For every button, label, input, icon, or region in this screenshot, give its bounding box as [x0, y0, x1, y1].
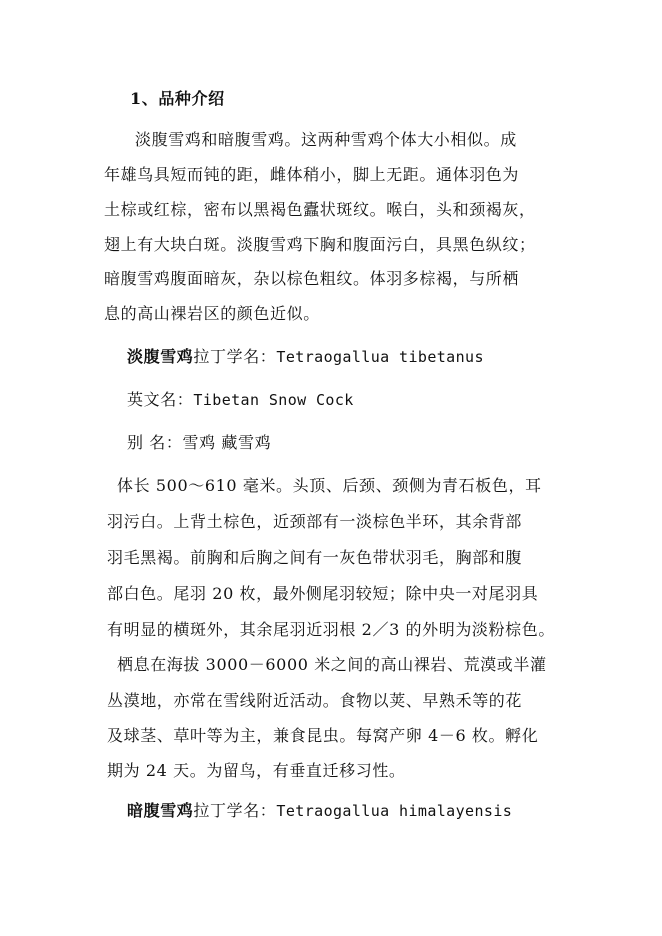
species1-desc-line: 期为 24 天。为留鸟，有垂直迁移习性。: [107, 761, 406, 780]
species1-alias-row: [127, 432, 271, 454]
species1-english-label: 英文名：: [127, 390, 194, 409]
species1-english-name: Tibetan Snow Cock: [193, 391, 354, 409]
species1-desc-line: 栖息在海拔 3000－6000 米之间的高山裸岩、荒漠或半灌: [117, 655, 547, 674]
intro-line: 暗腹雪鸡腹面暗灰，杂以棕色粗纹。体羽多棕褐，与所栖: [104, 269, 520, 288]
species1-desc-line: 有明显的横斑外，其余尾羽近羽根 2／3 的外明为淡粉棕色。: [107, 620, 555, 639]
species1-alias: 雪鸡 藏雪鸡: [182, 433, 272, 452]
species2-name: 暗腹雪鸡: [127, 801, 194, 820]
intro-line: 息的高山裸岩区的颜色近似。: [104, 304, 320, 323]
species2-latin-name: Tetraogallua himalayensis: [276, 802, 513, 820]
species1-name: 淡腹雪鸡: [127, 347, 194, 366]
section-heading: 1、品种介绍: [130, 89, 225, 108]
species1-english-row: [127, 389, 354, 411]
species1-desc-line: 及球茎、草叶等为主，兼食昆虫。每窝产卵 4－6 枚。孵化: [107, 726, 539, 745]
species2-latin-row: [127, 800, 512, 822]
species1-desc-line: 羽污白。上背土棕色，近颈部有一淡棕色半环，其余背部: [107, 512, 523, 531]
intro-line: 土棕或红棕，密布以黑褐色蠹状斑纹。喉白，头和颈褐灰，: [104, 200, 536, 219]
intro-line: 翅上有大块白斑。淡腹雪鸡下胸和腹面污白，具黑色纵纹；: [104, 235, 536, 254]
species1-latin-name: Tetraogallua tibetanus: [276, 348, 484, 366]
species2-latin-label: 拉丁学名：: [193, 801, 277, 820]
species1-latin-row: [127, 346, 484, 368]
intro-line: 淡腹雪鸡和暗腹雪鸡。这两种雪鸡个体大小相似。成: [135, 130, 517, 149]
species1-desc-line: 部白色。尾羽 20 枚，最外侧尾羽较短；除中央一对尾羽具: [107, 584, 539, 603]
intro-line: 年雄鸟具短而钝的距，雌体稍小，脚上无距。通体羽色为: [104, 165, 520, 184]
species1-desc-line: 体长 500～610 毫米。头顶、后颈、颈侧为青石板色，耳: [117, 476, 542, 495]
species1-desc-line: 羽毛黑褐。前胸和后胸之间有一灰色带状羽毛，胸部和腹: [107, 548, 523, 567]
species1-alias-label: 别 名：: [127, 433, 183, 452]
species1-desc-line: 丛漠地，亦常在雪线附近活动。食物以荚、早熟禾等的花: [107, 691, 523, 710]
species1-latin-label: 拉丁学名：: [193, 347, 277, 366]
